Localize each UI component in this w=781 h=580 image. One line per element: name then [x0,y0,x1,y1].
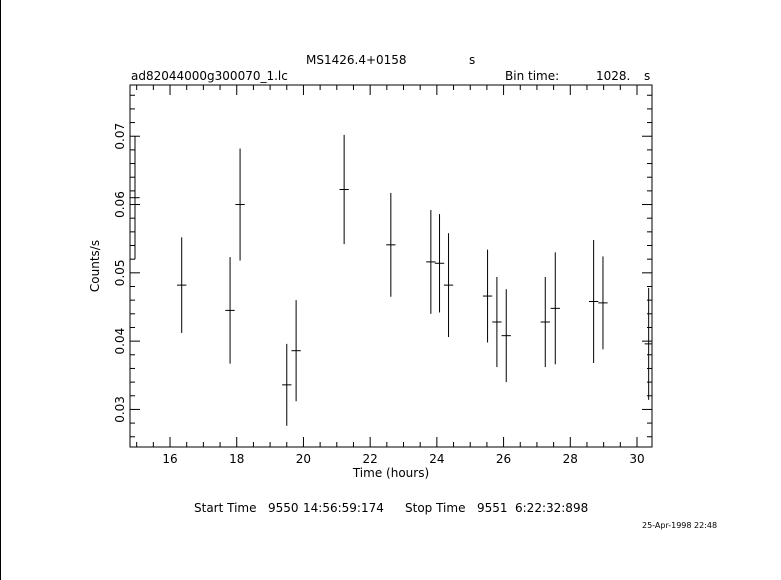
data-point [339,135,348,244]
data-point [483,250,492,343]
stop-time-label: Stop Time [405,501,466,515]
stop-time-day: 9551 [477,501,508,515]
data-point [551,252,560,364]
start-time-day: 9550 [268,501,299,515]
axes [113,85,652,466]
x-tick-label: 24 [429,452,445,466]
x-tick-label: 18 [229,452,245,466]
y-tick-label: 0.04 [113,327,127,355]
data-point [598,256,607,349]
data-point [589,240,598,363]
data-point [291,300,300,401]
source-name: MS1426.4+0158 [306,53,407,67]
y-tick-label: 0.07 [113,122,127,150]
x-tick-label: 20 [295,452,312,466]
data-point [444,233,453,337]
data-point [435,214,444,312]
file-name: ad82044000g300070_1.lc [131,69,288,83]
data-point [426,210,435,314]
data-point [502,289,511,382]
data-point [386,193,395,297]
bin-time-unit: s [644,69,651,83]
data-point [492,277,501,367]
x-tick-label: 22 [362,452,378,466]
stop-time-value: 6:22:32:898 [515,501,589,515]
data-point [225,257,234,364]
x-tick-label: 28 [562,452,578,466]
data-point [282,344,291,426]
data-point [541,277,550,367]
data-point [130,136,139,259]
x-tick-label: 30 [629,452,645,466]
y-axis-label: Counts/s [88,239,102,293]
start-time-value: 14:56:59:174 [303,501,384,515]
y-tick-label: 0.05 [113,259,127,287]
y-tick-label: 0.03 [113,396,127,423]
y-tick-label: 0.06 [113,191,127,218]
bin-time-value: 1028. [596,69,631,83]
x-axis-label: Time (hours) [352,466,430,480]
source-unit: s [469,53,476,67]
date-stamp: 25-Apr-1998 22:48 [642,521,718,530]
bin-time-label: Bin time: [505,69,560,83]
x-tick-label: 16 [162,452,178,466]
data-point [645,288,652,400]
start-time-label: Start Time [194,501,257,515]
data-point [235,149,244,261]
data-points [130,135,652,426]
x-tick-label: 26 [495,452,512,466]
data-point [177,237,186,333]
